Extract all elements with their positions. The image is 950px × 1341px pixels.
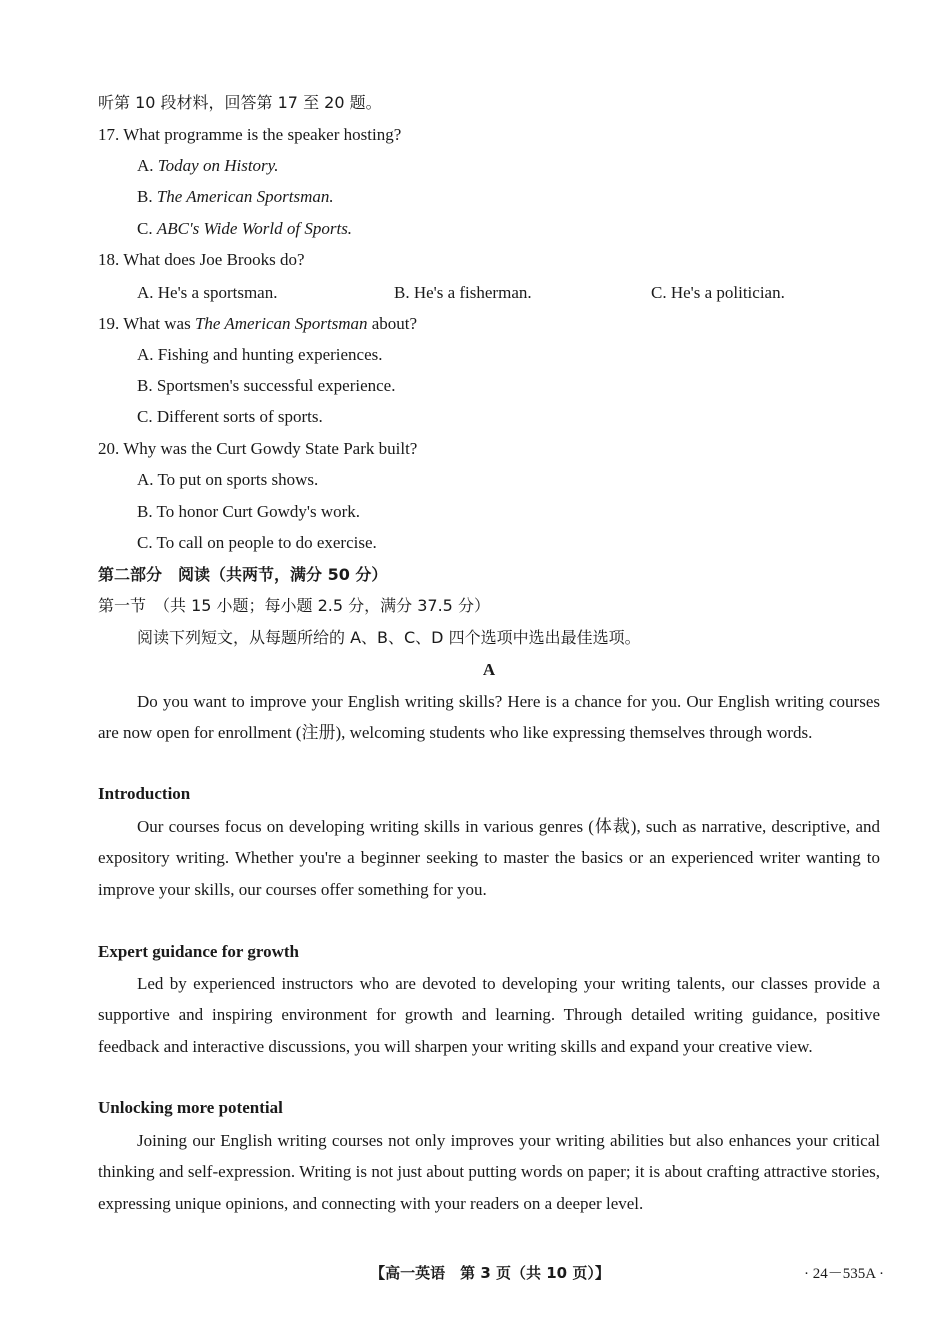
part-two-heading: 第二部分 阅读（共两节，满分 50 分）: [98, 565, 388, 584]
option-text: The American Sportsman.: [156, 187, 334, 206]
question-20-option-a: [137, 469, 318, 491]
option-text: To put on sports shows.: [157, 470, 319, 489]
option-letter: B.: [137, 376, 153, 395]
question-19-stem: [98, 313, 417, 335]
question-19-option-b: [137, 375, 395, 397]
question-18-stem: 18. What does Joe Brooks do?: [98, 250, 305, 269]
footer-exam-code: · 24－535A ·: [804, 1266, 884, 1282]
passage-intro-paragraph: [98, 686, 880, 749]
option-text: ABC's Wide World of Sports.: [156, 219, 353, 238]
listening-section-intro: 听第 10 段材料，回答第 17 至 20 题。: [98, 93, 382, 112]
page-footer: [0, 1262, 950, 1286]
option-text: Different sorts of sports.: [156, 407, 323, 426]
question-17-option-b: [137, 186, 334, 208]
introduction-paragraph: [98, 811, 880, 905]
section-heading-unlocking-potential: Unlocking more potential: [98, 1098, 283, 1117]
option-text: He's a politician.: [670, 283, 785, 302]
question-19-option-a: [137, 344, 383, 366]
question-17-stem: 17. What programme is the speaker hosting?: [98, 125, 402, 144]
option-letter: A.: [137, 283, 154, 302]
option-letter: B.: [137, 187, 153, 206]
option-letter: A.: [137, 156, 154, 175]
question-18-option-a: [137, 282, 277, 304]
passage-label: A: [482, 660, 496, 679]
expert-guidance-text: Led by experienced instructors who are devoted to developing your writing talents, our classes provide a supportive and inspiring environment for growth and learning. Through detailed writing guidance, positive feedback and interactive discussions, you will sharpen your writing skills and expand your creative view.: [98, 974, 880, 1056]
question-20-option-b: [137, 501, 360, 523]
question-17-option-c: [137, 218, 352, 240]
option-letter: C.: [137, 219, 153, 238]
introduction-text: Our courses focus on developing writing skills in various genres (体裁), such as narrative, descriptive, and expository writing. Whether you're a beginner seeking to master the basics or an experienced writer wanting to improve your skills, our courses offer something for you.: [98, 817, 880, 899]
section-heading-expert-guidance: Expert guidance for growth: [98, 942, 300, 961]
option-text: He's a sportsman.: [157, 283, 278, 302]
question-20-option-c: [137, 532, 377, 554]
section-one-heading: 第一节 （共 15 小题；每小题 2.5 分，满分 37.5 分）: [98, 596, 490, 615]
option-text: To honor Curt Gowdy's work.: [156, 502, 361, 521]
option-letter: B.: [137, 502, 153, 521]
section-heading-introduction: Introduction: [98, 784, 191, 803]
stem-prefix: 19. What was: [98, 314, 195, 333]
option-letter: C.: [137, 533, 153, 552]
option-text: To call on people to do exercise.: [156, 533, 377, 552]
question-17-option-a: [137, 155, 279, 177]
footer-page-info: 【高一英语 第 3 页（共 10 页）】: [370, 1264, 610, 1282]
option-text: He's a fisherman.: [413, 283, 532, 302]
option-letter: C.: [651, 283, 667, 302]
unlocking-potential-paragraph: [98, 1125, 880, 1219]
stem-suffix: about?: [367, 314, 418, 333]
passage-intro-text: Do you want to improve your English writing skills? Here is a chance for you. Our English writing courses are now open for enrollment (注册), welcoming students who like expressing themselves through words.: [98, 692, 880, 743]
unlocking-potential-text: Joining our English writing courses not only improves your writing abilities but also enhances your critical thinking and self-expression. Writing is not just about putting words on paper; it is about crafting attractive stories, expressing unique opinions, and connecting with your readers on a deeper level.: [98, 1131, 880, 1213]
option-letter: A.: [137, 470, 154, 489]
option-letter: B.: [394, 283, 410, 302]
stem-title: The American Sportsman: [194, 314, 368, 333]
option-text: Sportsmen's successful experience.: [156, 376, 396, 395]
question-18-option-c: [651, 282, 785, 304]
option-text: Fishing and hunting experiences.: [157, 345, 383, 364]
question-20-stem: 20. Why was the Curt Gowdy State Park built?: [98, 439, 418, 458]
question-18-option-b: [394, 282, 532, 304]
expert-guidance-paragraph: [98, 968, 880, 1062]
option-text: Today on History.: [157, 156, 279, 175]
option-letter: A.: [137, 345, 154, 364]
question-19-option-c: [137, 406, 323, 428]
reading-instruction: 阅读下列短文，从每题所给的 A、B、C、D 四个选项中选出最佳选项。: [137, 628, 641, 647]
option-letter: C.: [137, 407, 153, 426]
